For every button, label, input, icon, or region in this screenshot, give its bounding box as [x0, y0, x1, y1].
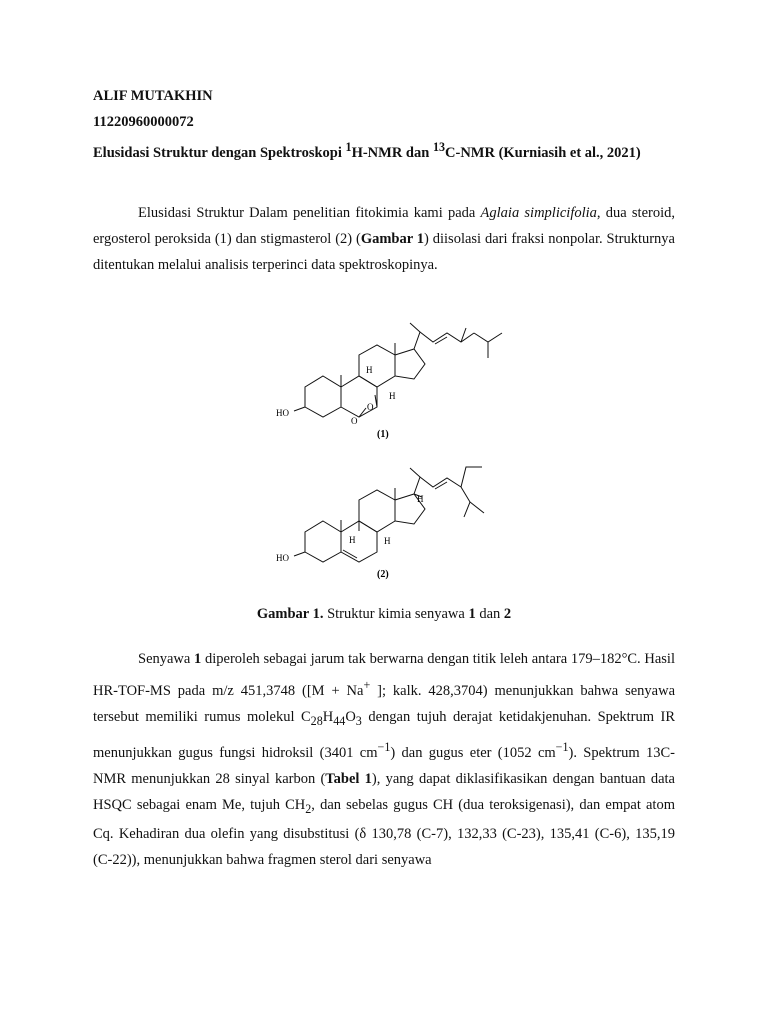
body-text: ) dan gugus eter (1052 cm	[390, 744, 556, 761]
title-part: H-NMR dan	[351, 144, 433, 161]
atom-o2: O	[351, 416, 358, 426]
author-name: ALIF MUTAKHIN	[93, 88, 213, 104]
intro-paragraph	[93, 200, 675, 278]
figure-caption	[0, 606, 768, 623]
title-sup: 13	[432, 140, 446, 154]
superscript: +	[363, 678, 371, 692]
document-title	[93, 140, 641, 162]
intro-text: ) diisolasi dari fraksi nonpolar. Strukturnya ditentukan melalui analisis terperinci data spektroskopinya.	[93, 231, 675, 273]
superscript: −1	[555, 739, 569, 754]
caption-label: Gambar 1.	[256, 606, 324, 622]
atom-h-top: H	[366, 365, 373, 375]
table-ref: Tabel 1	[325, 770, 372, 787]
caption-number: 1	[468, 606, 476, 622]
body-text: , dan sebelas gugus CH (dua teroksigenasi), dan empat atom Cq. Kehadiran dua olefin yang disubstitusi (δ 130,78 (C-7), 132,33 (C-23), 135,41 (C-6), 135,19 (C-22)), menunjukkan bahwa fragmen sterol dari senyawa	[93, 796, 675, 869]
compound-label-2: (2)	[377, 569, 389, 580]
atom-h-right: H	[384, 536, 391, 546]
body-text: ). Spektrum 13C-NMR menunjukkan 28 sinyal karbon (	[93, 744, 676, 787]
atom-h-side: H	[417, 494, 424, 504]
atom-o1: O	[367, 402, 374, 412]
subscript: 44	[333, 713, 346, 728]
title-part: C-NMR (Kurniasih et al., 2021)	[445, 144, 641, 161]
ring-a	[305, 376, 341, 417]
subscript: 2	[305, 801, 312, 816]
subscript: 3	[355, 713, 362, 728]
species-name: Aglaia simplicifolia	[480, 205, 597, 221]
atom-h-bottom: H	[389, 391, 396, 401]
superscript: −1	[377, 739, 391, 754]
compound-number: 1	[194, 651, 202, 667]
structure-1-drawing	[250, 310, 530, 445]
caption-number: 2	[503, 606, 512, 622]
intro-text: Elusidasi Struktur Dalam penelitian fitokimia kami pada	[138, 205, 481, 221]
caption-text: Struktur kimia senyawa	[323, 606, 469, 622]
body-text: diperoleh sebagai jarum tak berwarna dengan titik leleh antara 179–182°C. Hasil HR-TOF-MS pada m/z 451,3748 ([M + Na	[93, 651, 675, 699]
atom-ho: HO	[276, 408, 289, 418]
ring-c	[359, 345, 395, 387]
body-text: H	[322, 708, 334, 725]
structure-2	[250, 455, 530, 585]
title-part: Elusidasi Struktur dengan Spektroskopi	[93, 144, 346, 161]
structure-2-drawing	[250, 455, 530, 585]
body-paragraph	[93, 646, 675, 873]
title-sup: 1	[345, 140, 352, 154]
body-text: Senyawa	[138, 651, 195, 667]
body-text: ), yang dapat diklasifikasikan dengan bantuan data HSQC sebagai enam Me, tujuh CH	[93, 770, 675, 813]
subscript: 28	[310, 713, 323, 728]
figure-ref: Gambar 1	[360, 231, 425, 247]
compound-label-1: (1)	[377, 429, 389, 440]
structure-1	[250, 310, 530, 445]
atom-ho: HO	[276, 553, 289, 563]
body-text: O	[345, 708, 356, 725]
caption-text: dan	[475, 606, 504, 622]
atom-h-left: H	[349, 535, 356, 545]
ring-c	[359, 490, 395, 532]
body-text: ]; kalk. 428,3704) menunjukkan bahwa senyawa tersebut memiliki rumus molekul C	[93, 682, 676, 725]
ring-a	[305, 521, 341, 562]
intro-text: , dua steroid, ergosterol peroksida (1) dan stigmasterol (2) (	[93, 205, 675, 247]
student-id: 11220960000072	[93, 114, 194, 130]
ring-d	[395, 349, 425, 379]
body-text: dengan tujuh derajat ketidakjenuhan. Spektrum IR menunjukkan gugus fungsi hidroksil (3401 cm	[93, 708, 675, 761]
